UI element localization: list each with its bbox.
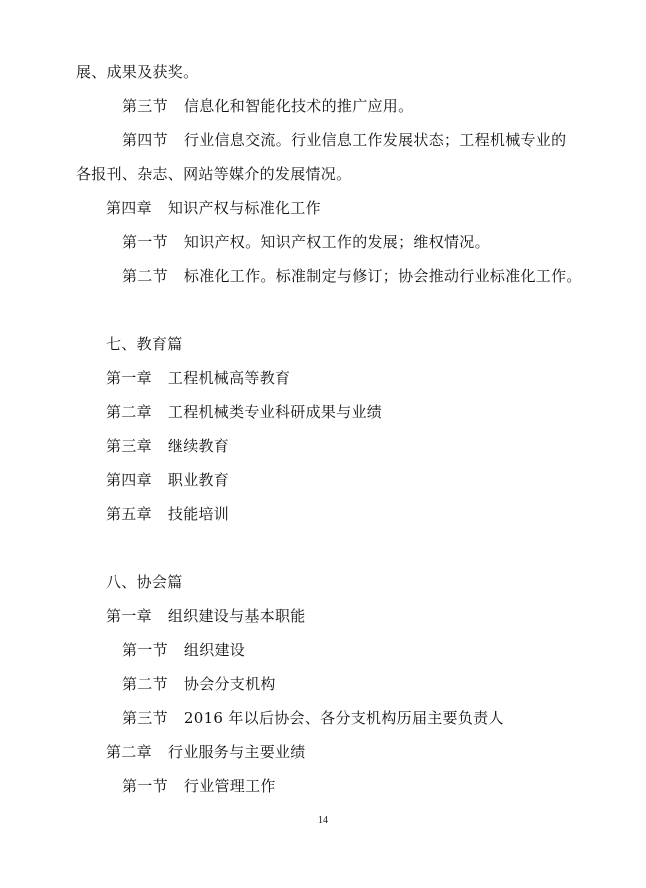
section-number: 第四节 <box>122 131 168 149</box>
chapter-entry <box>106 402 382 422</box>
body-text: 展、成果及获奖。 <box>76 63 199 81</box>
chapter-title: 技能培训 <box>167 505 230 523</box>
continuation-line <box>76 164 351 184</box>
section-entry <box>122 674 276 694</box>
chapter-title: 继续教育 <box>167 437 230 455</box>
section-number: 第一节 <box>122 641 168 659</box>
chapter-number: 第二章 <box>106 403 152 421</box>
chapter-number: 第四章 <box>106 199 152 217</box>
chapter-entry <box>106 368 290 388</box>
section-entry <box>122 232 490 252</box>
section-title: 协会分支机构 <box>183 675 276 693</box>
chapter-entry <box>106 470 229 490</box>
part-heading <box>106 572 183 592</box>
section-title: 组织建设 <box>183 641 246 659</box>
chapter-entry <box>106 436 229 456</box>
chapter-title: 知识产权与标准化工作 <box>167 199 321 217</box>
chapter-title: 行业服务与主要业绩 <box>167 743 306 761</box>
section-number: 第三节 <box>122 709 168 727</box>
section-number: 第一节 <box>122 777 168 795</box>
section-number: 第一节 <box>122 233 168 251</box>
section-entry <box>122 266 582 286</box>
chapter-title: 工程机械类专业科研成果与业绩 <box>167 403 383 421</box>
chapter-number: 第一章 <box>106 369 152 387</box>
section-entry <box>122 130 566 150</box>
section-title: 2016 年以后协会、各分支机构历届主要负责人 <box>183 709 504 727</box>
section-title: 标准化工作。标准制定与修订；协会推动行业标准化工作。 <box>183 267 582 285</box>
chapter-title: 职业教育 <box>167 471 230 489</box>
section-entry <box>122 640 245 660</box>
section-entry <box>122 776 276 796</box>
section-title: 行业管理工作 <box>183 777 276 795</box>
section-number: 第二节 <box>122 267 168 285</box>
chapter-number: 第二章 <box>106 743 152 761</box>
chapter-entry <box>106 504 229 524</box>
body-text: 各报刊、杂志、网站等媒介的发展情况。 <box>76 165 352 183</box>
part-title: 七、教育篇 <box>106 335 183 353</box>
chapter-number: 第一章 <box>106 607 152 625</box>
section-title: 行业信息交流。行业信息工作发展状态；工程机械专业的 <box>183 131 567 149</box>
page-number: 14 <box>318 815 328 826</box>
section-number: 第三节 <box>122 97 168 115</box>
section-title: 信息化和智能化技术的推广应用。 <box>183 97 414 115</box>
chapter-number: 第四章 <box>106 471 152 489</box>
part-heading <box>106 334 183 354</box>
section-entry <box>122 96 413 116</box>
section-entry <box>122 708 504 728</box>
chapter-title: 组织建设与基本职能 <box>167 607 306 625</box>
chapter-title: 工程机械高等教育 <box>167 369 291 387</box>
chapter-entry <box>106 198 321 218</box>
chapter-entry <box>106 742 306 762</box>
section-number: 第二节 <box>122 675 168 693</box>
chapter-number: 第三章 <box>106 437 152 455</box>
chapter-number: 第五章 <box>106 505 152 523</box>
continuation-line <box>76 62 198 82</box>
section-title: 知识产权。知识产权工作的发展；维权情况。 <box>183 233 490 251</box>
part-title: 八、协会篇 <box>106 573 183 591</box>
chapter-entry <box>106 606 306 626</box>
